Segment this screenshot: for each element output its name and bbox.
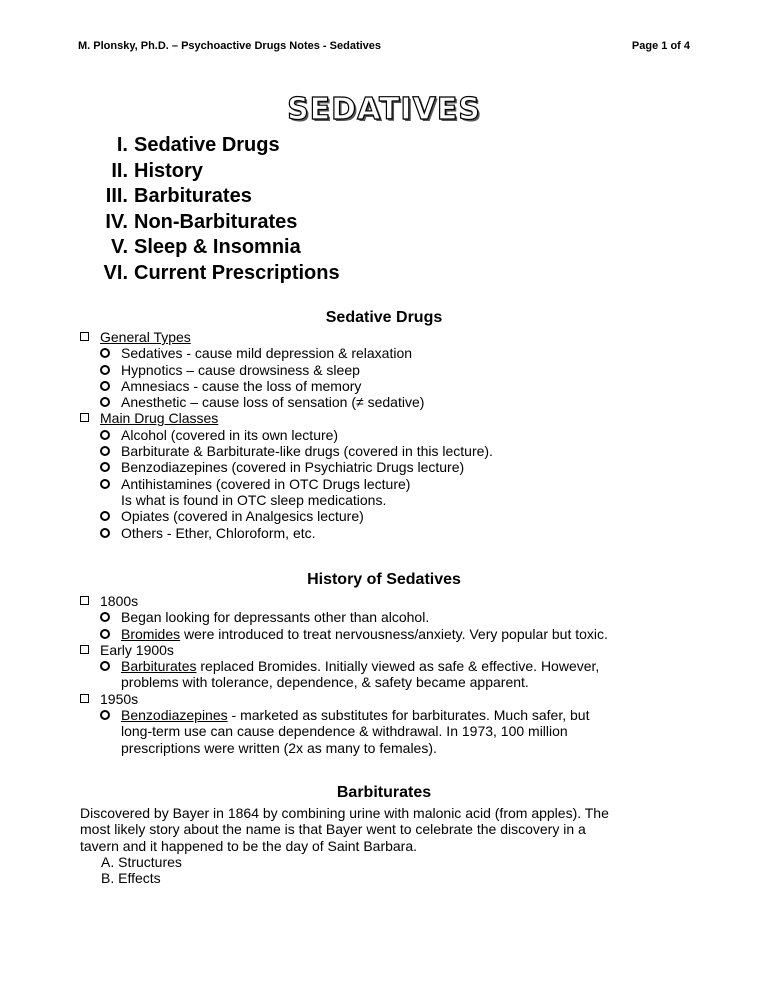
list-item: A. Structures: [101, 854, 182, 870]
list-item: Sedatives - cause mild depression & relaxation: [80, 345, 700, 361]
circle-bullet-icon: [100, 365, 110, 375]
circle-bullet-icon: [100, 462, 110, 472]
outline-item: V. Sleep & Insomnia: [110, 236, 301, 258]
list-item: Antihistamines (covered in OTC Drugs lecture): [80, 476, 700, 492]
list-item: Anesthetic – cause loss of sensation (≠ sedative): [80, 394, 700, 410]
list-item: B. Effects: [101, 870, 161, 887]
list-item: Hypnotics – cause drowsiness & sleep: [80, 362, 700, 378]
outline-item: III. Barbiturates: [105, 185, 252, 207]
circle-bullet-icon: [100, 348, 110, 358]
circle-bullet-icon: [100, 381, 110, 391]
page-number: Page 1 of 4: [631, 40, 690, 52]
outline-item: VI. Current Prescriptions: [103, 261, 340, 284]
list-item: Main Drug Classes: [80, 410, 700, 426]
circle-bullet-icon: [100, 397, 110, 407]
checkbox-bullet-icon: [80, 694, 89, 703]
page-title: SEDATIVES: [287, 92, 481, 127]
list-item-continuation: prescriptions were written (2x as many to females).: [121, 739, 437, 756]
list-item: Amnesiacs - cause the loss of memory: [80, 378, 700, 394]
barbiturates-paragraph: Discovered by Bayer in 1864 by combining urine with malonic acid (from apples). The most likely story about the name is that Bayer went to celebrate the discovery in a tavern and it happened to be the day of Saint Barbara.: [80, 805, 609, 854]
outline-item: II. History: [111, 159, 203, 182]
list-item: Barbiturate & Barbiturate-like drugs (covered in this lecture).: [80, 443, 700, 459]
list-item: Benzodiazepines (covered in Psychiatric Drugs lecture): [80, 459, 700, 475]
list-item: Bromides were introduced to treat nervousness/anxiety. Very popular but toxic.: [80, 626, 700, 642]
list-item-continuation: Is what is found in OTC sleep medications.: [121, 491, 387, 508]
list-item-continuation: problems with tolerance, dependence, & safety became apparent.: [121, 674, 529, 691]
section-heading-history: History of Sedatives: [307, 571, 461, 588]
section-heading-sedative-drugs: Sedative Drugs: [325, 309, 443, 326]
list-item: Others - Ether, Chloroform, etc.: [80, 525, 700, 541]
circle-bullet-icon: [100, 446, 110, 456]
checkbox-bullet-icon: [80, 413, 89, 422]
circle-bullet-icon: [100, 661, 110, 671]
outline-item: I. Sedative Drugs: [116, 134, 280, 156]
circle-bullet-icon: [100, 511, 110, 521]
list-item: 1950s: [80, 691, 700, 707]
list-item-continuation: long-term use can cause dependence & withdrawal. In 1973, 100 million: [121, 723, 568, 740]
list-item: 1800s: [80, 593, 700, 609]
list-item: Benzodiazepines - marketed as substitutes for barbiturates. Much safer, but: [80, 707, 700, 723]
circle-bullet-icon: [100, 430, 110, 440]
list-item: Alcohol (covered in its own lecture): [80, 427, 700, 443]
list-item: Began looking for depressants other than alcohol.: [80, 609, 700, 625]
history-list: [80, 593, 700, 756]
checkbox-bullet-icon: [80, 645, 89, 654]
header-left: M. Plonsky, Ph.D. – Psychoactive Drugs Notes - Sedatives: [78, 40, 382, 52]
list-item: General Types: [80, 329, 700, 345]
section-heading-barbiturates: Barbiturates: [336, 784, 432, 801]
list-item: Early 1900s: [80, 642, 700, 658]
circle-bullet-icon: [100, 710, 110, 720]
outline-item: IV. Non-Barbiturates: [105, 210, 298, 233]
circle-bullet-icon: [100, 479, 110, 489]
barbiturates-outline: [101, 854, 182, 887]
circle-bullet-icon: [100, 612, 110, 622]
page-header: [78, 40, 690, 52]
outline-list: [88, 133, 340, 286]
sedative-drugs-list: [80, 329, 700, 541]
checkbox-bullet-icon: [80, 596, 89, 605]
circle-bullet-icon: [100, 629, 110, 639]
circle-bullet-icon: [100, 528, 110, 538]
list-item: Barbiturates replaced Bromides. Initially viewed as safe & effective. However,: [80, 658, 700, 674]
checkbox-bullet-icon: [80, 332, 89, 341]
list-item: Opiates (covered in Analgesics lecture): [80, 508, 700, 524]
